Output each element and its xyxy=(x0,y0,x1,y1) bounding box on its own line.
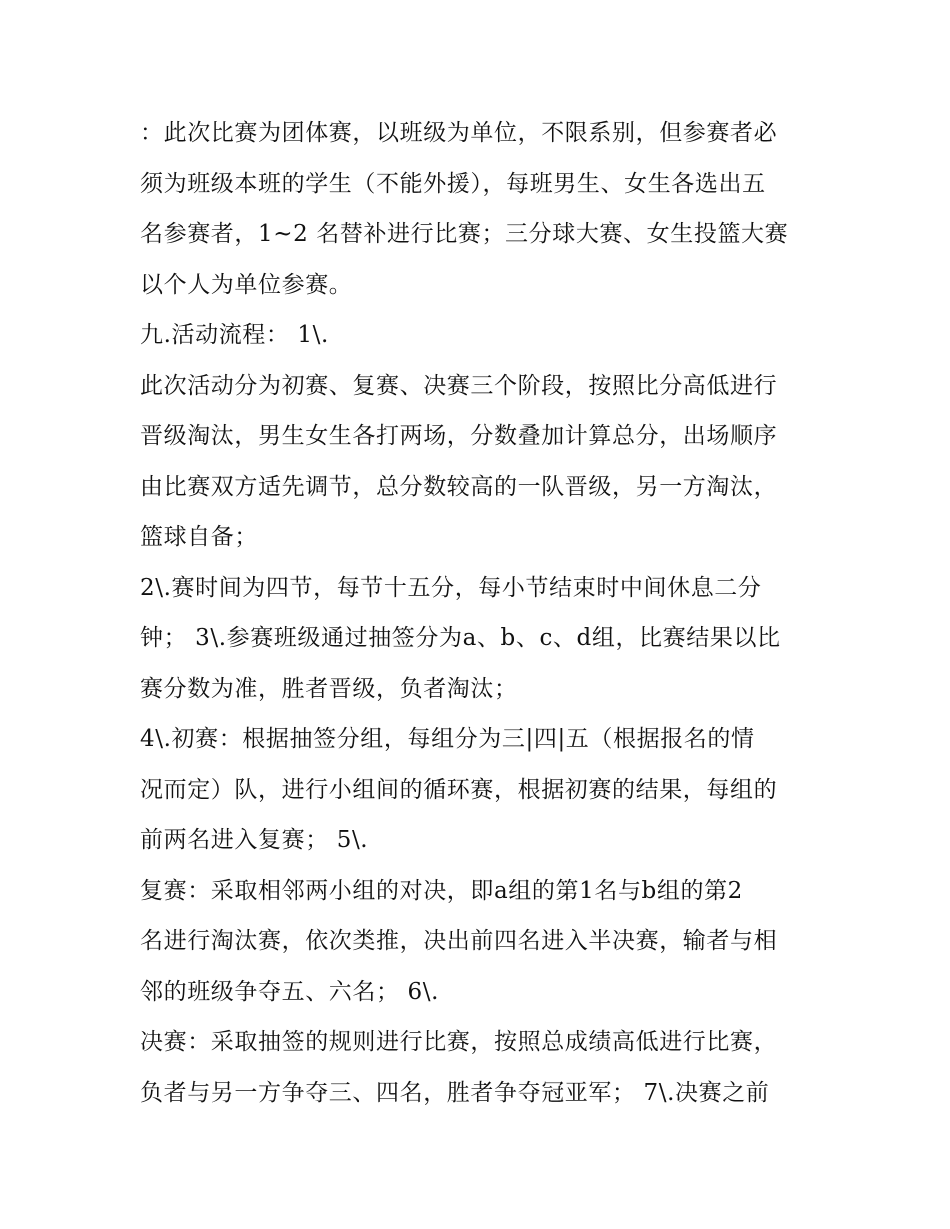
text-line: 晋级淘汰，男生女生各打两场，分数叠加计算总分，出场顺序 xyxy=(140,423,778,449)
text-line: ：此次比赛为团体赛，以班级为单位，不限系别，但参赛者必 xyxy=(140,120,778,146)
text-line: 须为班级本班的学生（不能外援），每班男生、女生各选出五 xyxy=(140,170,766,197)
text-line: 2\.赛时间为四节，每节十五分，每小节结束时中间休息二分 xyxy=(140,574,762,601)
text-line: 名进行淘汰赛，依次类推，决出前四名进入半决赛，输者与相 xyxy=(140,928,778,954)
text-line: 篮球自备； xyxy=(140,524,258,550)
text-line: 钟； 3\.参赛班级通过抽签分为a、b、c、d组，比赛结果以比 xyxy=(140,625,781,651)
text-line: 4\.初赛：根据抽签分组，每组分为三|四|五（根据报名的情 xyxy=(140,726,755,752)
text-line: 赛分数为准，胜者晋级，负者淘汰； xyxy=(140,675,518,702)
text-line: 由比赛双方适先调节，总分数较高的一队晋级，另一方淘汰， xyxy=(140,473,778,500)
text-line: 负者与另一方争夺三、四名，胜者争夺冠亚军； 7\.决赛之前 xyxy=(140,1079,770,1106)
text-line: 况而定）队，进行小组间的循环赛，根据初赛的结果，每组的 xyxy=(140,776,778,803)
text-line: 此次活动分为初赛、复赛、决赛三个阶段，按照比分高低进行 xyxy=(140,372,778,399)
text-line: 以个人为单位参赛。 xyxy=(140,271,353,298)
text-line: 邻的班级争夺五、六名； 6\. xyxy=(140,978,440,1005)
text-line: 名参赛者，1~2 名替补进行比赛；三分球大赛、女生投篮大赛 xyxy=(140,221,789,247)
text-line: 前两名进入复赛； 5\. xyxy=(140,827,369,853)
text-line: 复赛：采取相邻两小组的对决，即a组的第1名与b组的第2 xyxy=(140,877,743,904)
text-line: 决赛：采取抽签的规则进行比赛，按照总成绩高低进行比赛， xyxy=(140,1029,778,1055)
section-heading-line: 九.活动流程： 1\. xyxy=(140,322,329,348)
document-body xyxy=(140,108,830,1118)
